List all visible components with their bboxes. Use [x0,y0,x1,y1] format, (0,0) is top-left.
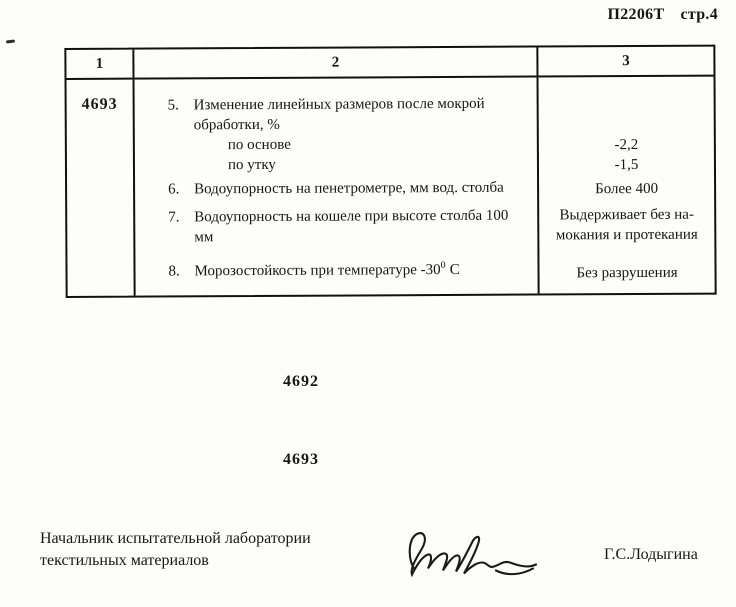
column-header-2: 2 [134,48,538,78]
subline-weft: по утку [227,156,276,174]
item-text [194,260,459,281]
sample-number-4692: 4692 [283,373,319,390]
signer-title-line2: текстильных материалов [40,552,209,569]
item-text-unit: С [449,261,460,278]
value-penetrometer: Более 400 [595,180,659,198]
table-row [168,260,537,282]
value-line: Выдерживает без на- [559,206,694,224]
value-line: мокания и протекания [555,226,698,244]
item-number: 6. [168,181,180,198]
item-number: 5. [167,97,179,114]
item-text: Изменение линейных размеров после мокрой обработки, % [193,95,485,134]
value-warp-shrinkage: -2,2 [614,136,639,154]
page-number: стр.4 [680,6,718,23]
signer-title-line1: Начальник испытательной лаборатории [40,530,311,547]
item-text: Водоупорность на пенетрометре, мм вод. столба [194,179,504,198]
signer-title [40,528,311,572]
table-body-row [67,77,715,296]
column-header-3: 3 [622,52,630,69]
degree-superscript: 0 [440,260,446,272]
handwritten-signature [400,523,540,581]
signer-name: Г.С.Лодыгина [604,546,698,563]
values-cell [539,77,715,294]
scan-artifact-mark [6,39,15,43]
page-header [608,6,718,24]
table-row [168,94,537,136]
value-weft-shrinkage: -1,5 [614,156,639,174]
subline-warp: по основе [227,136,291,154]
item-text-main: Морозостойкость при температуре -30 [194,262,441,280]
item-text: Водоупорность на кошеле при высоте столба 100 мм [194,207,509,246]
item-number: 8. [168,263,180,280]
table-row [168,178,537,200]
sample-id-cell: 4693 [67,80,136,296]
item-number: 7. [168,209,180,226]
sample-number-4693: 4693 [283,451,319,468]
table-row [168,206,537,248]
characteristics-cell [135,78,540,296]
item-sublines [228,134,537,176]
value-water-resistance [539,205,714,246]
column-header-1: 1 [66,50,134,78]
doc-code: П2206Т [607,6,665,23]
results-table [64,45,716,298]
value-frost-resistance: Без разрушения [576,264,678,282]
table-header-row [66,47,713,80]
